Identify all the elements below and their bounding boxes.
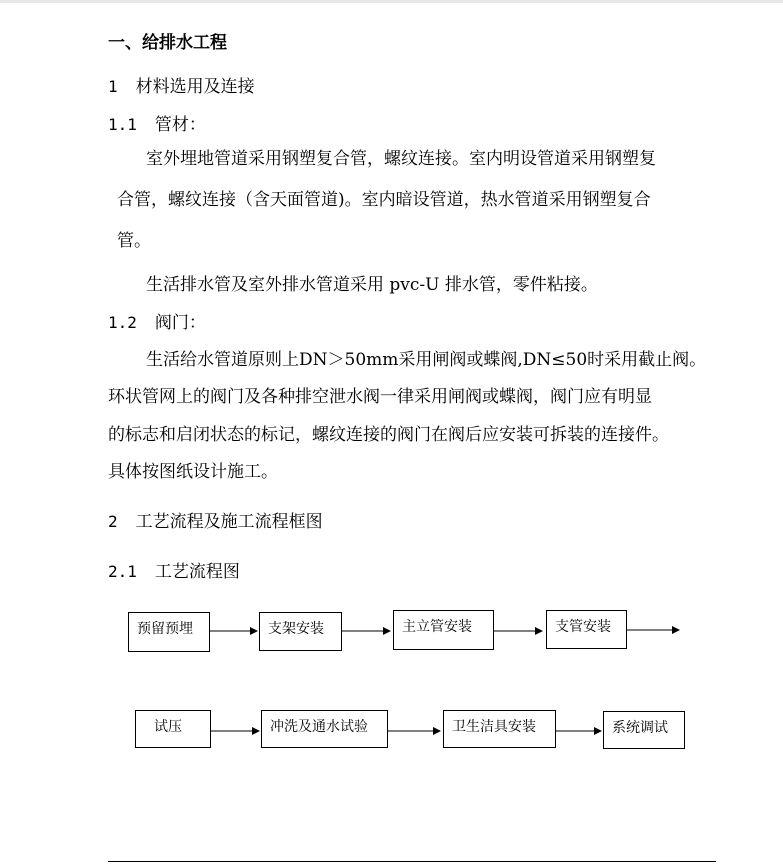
item-2-number: 2 (108, 512, 118, 531)
item-2-1-number: 2.1 (108, 562, 137, 581)
valve-paragraph-line-4: 具体按图纸设计施工。 (108, 462, 278, 482)
item-2-label: 工艺流程及施工流程框图 (135, 512, 323, 532)
flow-step-3: 主立管安装 (393, 610, 494, 650)
valve-paragraph-line-2: 环状管网上的阀门及各种排空泄水阀一律采用闸阀或蝶阀，阀门应有明显 (108, 387, 652, 407)
item-1-2-label: 阀门： (154, 313, 206, 333)
item-2-1-label: 工艺流程图 (154, 562, 240, 582)
page-footer-rule (108, 861, 716, 862)
pipe-paragraph-line-1: 室外埋地管道采用钢塑复合管，螺纹连接。室内明设管道采用钢塑复 (146, 149, 656, 169)
flow-step-7: 卫生洁具安装 (443, 710, 556, 748)
flow-step-4: 支管安装 (546, 610, 627, 649)
valve-paragraph-line-1: 生活给水管道原则上DN＞50mm采用闸阀或蝶阀,DN≤50时采用截止阀。 (146, 350, 707, 370)
flow-step-1: 预留预埋 (128, 612, 210, 652)
flow-step-8: 系统调试 (603, 711, 685, 749)
pipe-paragraph-line-3: 管。 (117, 231, 151, 251)
flow-step-2: 支架安装 (259, 612, 342, 651)
item-1-1-label: 管材： (154, 115, 206, 135)
flow-step-6: 冲洗及通水试验 (261, 710, 388, 748)
flow-step-5: 试压 (135, 710, 211, 748)
item-1-number: 1 (108, 77, 118, 96)
pipe-paragraph-line-2: 合管，螺纹连接（含天面管道)。室内暗设管道，热水管道采用钢塑复合 (117, 190, 651, 210)
item-1-1-number: 1.1 (108, 115, 137, 134)
section-title: 一、给排水工程 (108, 33, 227, 53)
item-1-2-number: 1.2 (108, 313, 137, 332)
item-1-label: 材料选用及连接 (135, 77, 255, 97)
valve-paragraph-line-3: 的标志和启闭状态的标记，螺纹连接的阀门在阀后应安装可拆装的连接件。 (108, 425, 669, 445)
drain-paragraph: 生活排水管及室外排水管道采用 pvc-U 排水管，零件粘接。 (146, 275, 598, 295)
